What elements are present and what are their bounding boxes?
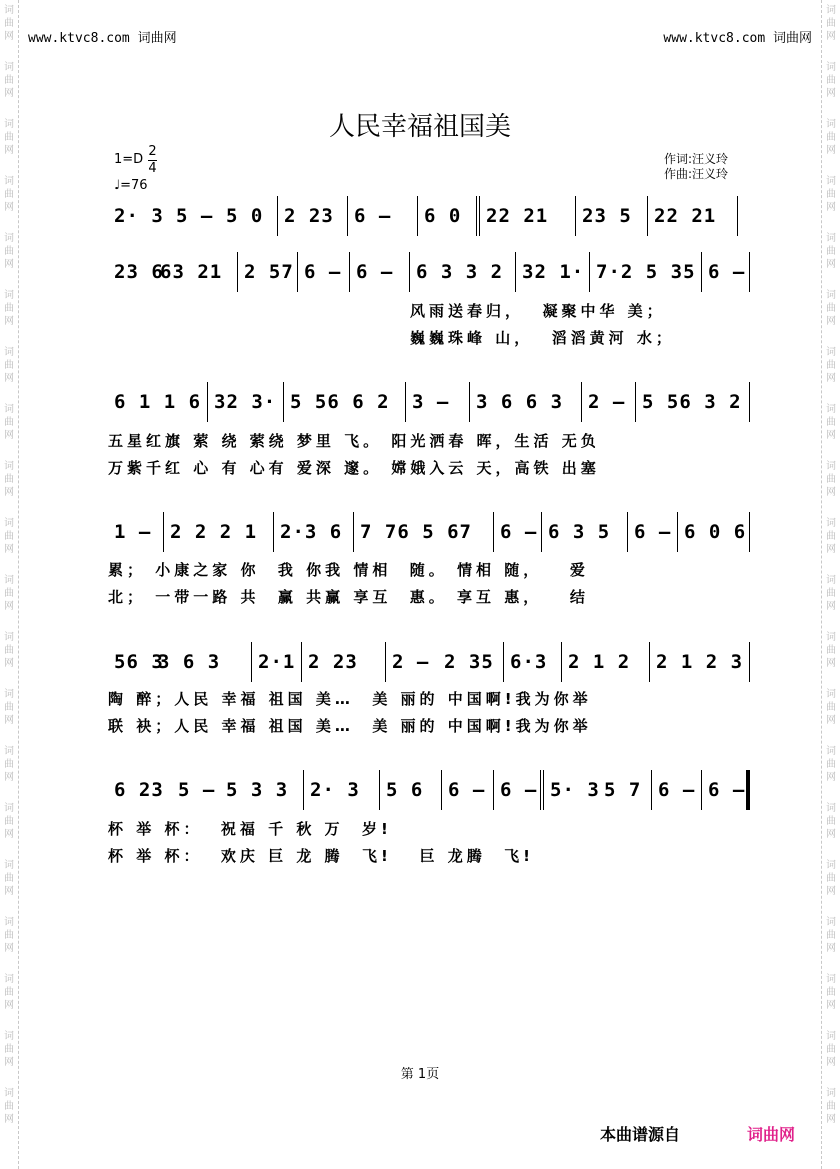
watermark-text: 词 曲 网 [4,62,14,99]
lyric-verse-2: 万紫千红 心 有 心有 爱深 邃。 嫦娥入云 天，高铁 出塞 [108,459,600,477]
composer: 作曲:汪义玲 [664,167,729,181]
watermark-text: 词 曲 网 [826,746,836,783]
measure: 5 – [176,205,214,227]
measure: 56 3 [114,651,164,673]
watermark-text: 词 曲 网 [4,233,14,270]
measure: 6 – [652,770,702,810]
measure: 2 23 [302,642,386,682]
watermark-text: 词 曲 网 [4,689,14,726]
lyric-verse-2: 联 袂；人民 幸福 祖国 美… 美 丽的 中国啊!我为你举 [108,717,592,735]
measure: 22 21 [480,196,576,236]
measure: 23 6 [114,261,164,283]
measure: 5 0 [220,196,278,236]
watermark-text: 词 曲 网 [826,575,836,612]
source-label: 本曲谱源自 [600,1125,681,1144]
measure: 2·3 6 [274,512,354,552]
tempo-mark [114,178,148,193]
watermark-text: 词 曲 网 [4,404,14,441]
measure: 6·3 [504,642,562,682]
lyric-verse-2: 杯 举 杯： 欢庆 巨 龙 腾 飞! 巨 龙腾 飞! [108,847,535,865]
watermark-text: 词 曲 网 [826,1031,836,1068]
quarter-note-icon: ♩ [114,178,121,193]
measure: 3 6 6 3 [470,382,582,422]
measure: 5 7 [598,770,652,810]
watermark-text: 词 曲 网 [4,1088,14,1125]
measure: 2 1 2 3 [650,642,750,682]
lyricist: 作词:汪义玲 [664,152,729,166]
measure: 2· 3 [304,770,380,810]
measure: 5 6 [380,770,442,810]
watermark-text: 词 曲 网 [4,518,14,555]
measure: 6 – [350,252,410,292]
staff-line-3 [108,382,753,422]
measure: 5 56 6 2 [284,382,406,422]
page-number: 第 1页 [400,1067,440,1082]
watermark-text: 词 曲 网 [826,404,836,441]
measure: 5 56 3 2 [636,382,750,422]
song-title: 人民幸福祖国美 [328,112,511,142]
watermark-text: 词 曲 网 [826,461,836,498]
lyric-verse-1: 风雨送春归， 凝聚中华 美； [410,302,666,320]
measure: 6 3 3 2 [410,252,516,292]
watermark-text: 词 曲 网 [826,62,836,99]
measure: 6 – [494,512,542,552]
watermark-text: 词 曲 网 [826,290,836,327]
watermark-text: 词 曲 网 [4,803,14,840]
watermark-text: 词 曲 网 [4,5,14,42]
measure: 2 2 2 1 [164,512,274,552]
watermark-text: 词 曲 网 [826,518,836,555]
measure: 23 5 [576,196,648,236]
measure: 2 57 [238,252,298,292]
measure: 2· 3 [114,205,164,227]
credits [664,152,728,182]
lyric-verse-1: 陶 醉；人民 幸福 祖国 美… 美 丽的 中国啊!我为你举 [108,690,592,708]
left-watermark-strip [0,0,19,1169]
watermark-text: 词 曲 网 [4,461,14,498]
watermark-text: 词 曲 网 [4,347,14,384]
time-signature [148,145,157,176]
watermark-text: 词 曲 网 [826,974,836,1011]
measure: 6 – [348,196,418,236]
measure: 7·2 5 35 [590,252,702,292]
measure: 6 – [494,770,544,810]
tempo-value: =76 [120,178,148,193]
measure: 3 – [406,382,470,422]
measure: 6 23 [114,779,164,801]
measure: 1 – [108,512,164,552]
watermark-text: 词 曲 网 [826,803,836,840]
measure: 6 1 1 6 [108,382,208,422]
meter-bottom: 4 [148,161,157,176]
watermark-text: 词 曲 网 [4,290,14,327]
staff-line-5 [108,642,753,682]
watermark-text: 词 曲 网 [826,1088,836,1125]
watermark-text: 词 曲 网 [826,5,836,42]
watermark-text: 词 曲 网 [4,860,14,897]
staff-line-4 [108,512,753,552]
watermark-text: 词 曲 网 [4,974,14,1011]
measure: 22 21 [648,196,738,236]
watermark-text: 词 曲 网 [4,176,14,213]
watermark-text: 词 曲 网 [4,575,14,612]
measure: 2 23 [278,196,348,236]
watermark-text: 词 曲 网 [4,1031,14,1068]
right-watermark-strip [821,0,840,1169]
watermark-text: 词 曲 网 [826,860,836,897]
measure: 6 – [442,770,494,810]
measure: 7 76 5 67 [354,512,494,552]
measure: 5· 3 [550,779,600,801]
staff-line-6 [108,770,753,810]
measure: 3 6 3 [152,642,252,682]
measure: 6 0 6 [678,512,750,552]
watermark-text: 词 曲 网 [826,689,836,726]
watermark-text: 词 曲 网 [826,347,836,384]
measure: 32 3· [208,382,284,422]
measure: 2 35 [438,642,504,682]
meter-top: 2 [148,144,157,159]
measure: 2·1 [252,642,302,682]
site-link-right[interactable]: www.ktvc8.com 词曲网 [663,31,812,46]
watermark-text: 词 曲 网 [826,632,836,669]
measure: 6 0 [418,196,480,236]
key-signature: 1=D [114,152,144,167]
measure: 2 – [582,382,636,422]
measure: 5 3 3 [220,770,304,810]
measure: 6 – [702,252,750,292]
watermark-text: 词 曲 网 [826,176,836,213]
site-link-left[interactable]: www.ktvc8.com 词曲网 [28,31,177,46]
lyric-verse-1: 五星红旗 萦 绕 萦绕 梦里 飞。 阳光洒春 晖，生活 无负 [108,432,600,450]
measure: 6 3 5 [542,512,628,552]
brand-link[interactable]: 词曲网 [747,1125,796,1144]
staff-line-2 [108,252,753,292]
watermark-text: 词 曲 网 [826,917,836,954]
measure: 6 – [628,512,678,552]
measure: 63 21 [154,252,238,292]
watermark-text: 词 曲 网 [4,746,14,783]
watermark-text: 词 曲 网 [4,119,14,156]
watermark-text: 词 曲 网 [826,233,836,270]
lyric-verse-1: 累； 小康之家 你 我 你我 情相 随。 情相 随， 爱 [108,561,589,579]
measure: 5 – [178,779,216,801]
measure: 2 – [392,651,430,673]
measure: 6 – [298,252,350,292]
watermark-text: 词 曲 网 [4,917,14,954]
lyric-verse-2: 北； 一带一路 共 赢 共赢 享互 惠。 享互 惠， 结 [108,588,589,606]
watermark-text: 词 曲 网 [4,632,14,669]
watermark-text: 词 曲 网 [826,119,836,156]
lyric-verse-2: 巍巍珠峰 山， 滔滔黄河 水； [410,329,675,347]
lyric-verse-1: 杯 举 杯： 祝福 千 秋 万 岁! [108,820,392,838]
measure: 2 1 2 [562,642,650,682]
measure: 6 – [702,770,750,810]
measure: 32 1· [516,252,590,292]
staff-line-1 [108,196,753,236]
